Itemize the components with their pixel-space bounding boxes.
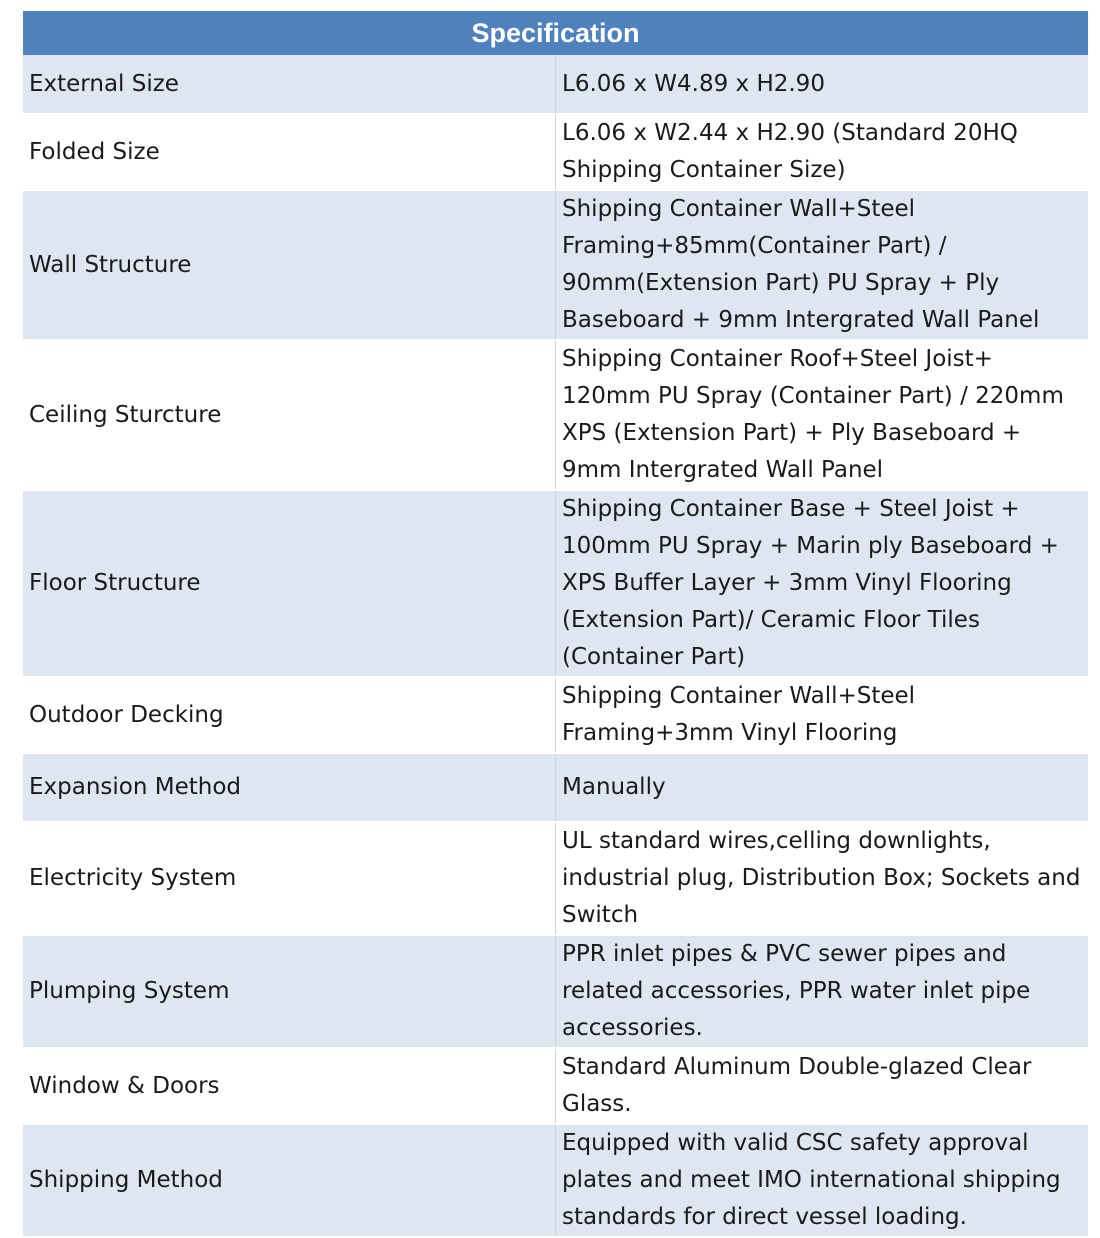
table-header-row (23, 11, 1088, 55)
table-row-window-doors (23, 1048, 1088, 1124)
table-title: Specification (23, 11, 1088, 55)
row-label: Window & Doors (23, 1048, 556, 1124)
row-label: Ceiling Sturcture (23, 340, 556, 490)
row-value: Shipping Container Base + Steel Joist + 100mm PU Spray + Marin ply Baseboard + XPS Buffer Layer + 3mm Vinyl Flooring (Extension Part)/ Ceramic Floor Tiles (Container Part) (556, 490, 1089, 677)
row-label: External Size (23, 55, 556, 114)
row-label: Outdoor Decking (23, 677, 556, 753)
row-value: Shipping Container Wall+Steel Framing+85mm(Container Part) / 90mm(Extension Part) PU Spray + Ply Baseboard + 9mm Intergrated Wall Panel (556, 190, 1089, 340)
row-label: Shipping Method (23, 1124, 556, 1237)
row-value: Manually (556, 753, 1089, 822)
row-label: Floor Structure (23, 490, 556, 677)
row-value: Shipping Container Wall+Steel Framing+3mm Vinyl Flooring (556, 677, 1089, 753)
row-value: PPR inlet pipes & PVC sewer pipes and related accessories, PPR water inlet pipe accessories. (556, 935, 1089, 1048)
row-value: Standard Aluminum Double-glazed Clear Glass. (556, 1048, 1089, 1124)
specification-table (23, 11, 1088, 1238)
table-row-external-size (23, 55, 1088, 114)
row-value: Shipping Container Roof+Steel Joist+ 120mm PU Spray (Container Part) / 220mm XPS (Extension Part) + Ply Baseboard + 9mm Intergrated Wall Panel (556, 340, 1089, 490)
row-value: L6.06 x W2.44 x H2.90 (Standard 20HQ Shipping Container Size) (556, 114, 1089, 190)
table-row-shipping-method (23, 1124, 1088, 1237)
table-row-ceiling-structure (23, 340, 1088, 490)
row-value: UL standard wires,celling downlights, industrial plug, Distribution Box; Sockets and Switch (556, 822, 1089, 935)
row-label: Expansion Method (23, 753, 556, 822)
row-value: Equipped with valid CSC safety approval plates and meet IMO international shipping standards for direct vessel loading. (556, 1124, 1089, 1237)
table-row-wall-structure (23, 190, 1088, 340)
table-row-folded-size (23, 114, 1088, 190)
table-row-plumping-system (23, 935, 1088, 1048)
table-row-floor-structure (23, 490, 1088, 677)
table-row-outdoor-decking (23, 677, 1088, 753)
row-label: Plumping System (23, 935, 556, 1048)
row-value: L6.06 x W4.89 x H2.90 (556, 55, 1089, 114)
row-label: Electricity System (23, 822, 556, 935)
table-row-expansion-method (23, 753, 1088, 822)
row-label: Folded Size (23, 114, 556, 190)
row-label: Wall Structure (23, 190, 556, 340)
table-row-electricity-system (23, 822, 1088, 935)
